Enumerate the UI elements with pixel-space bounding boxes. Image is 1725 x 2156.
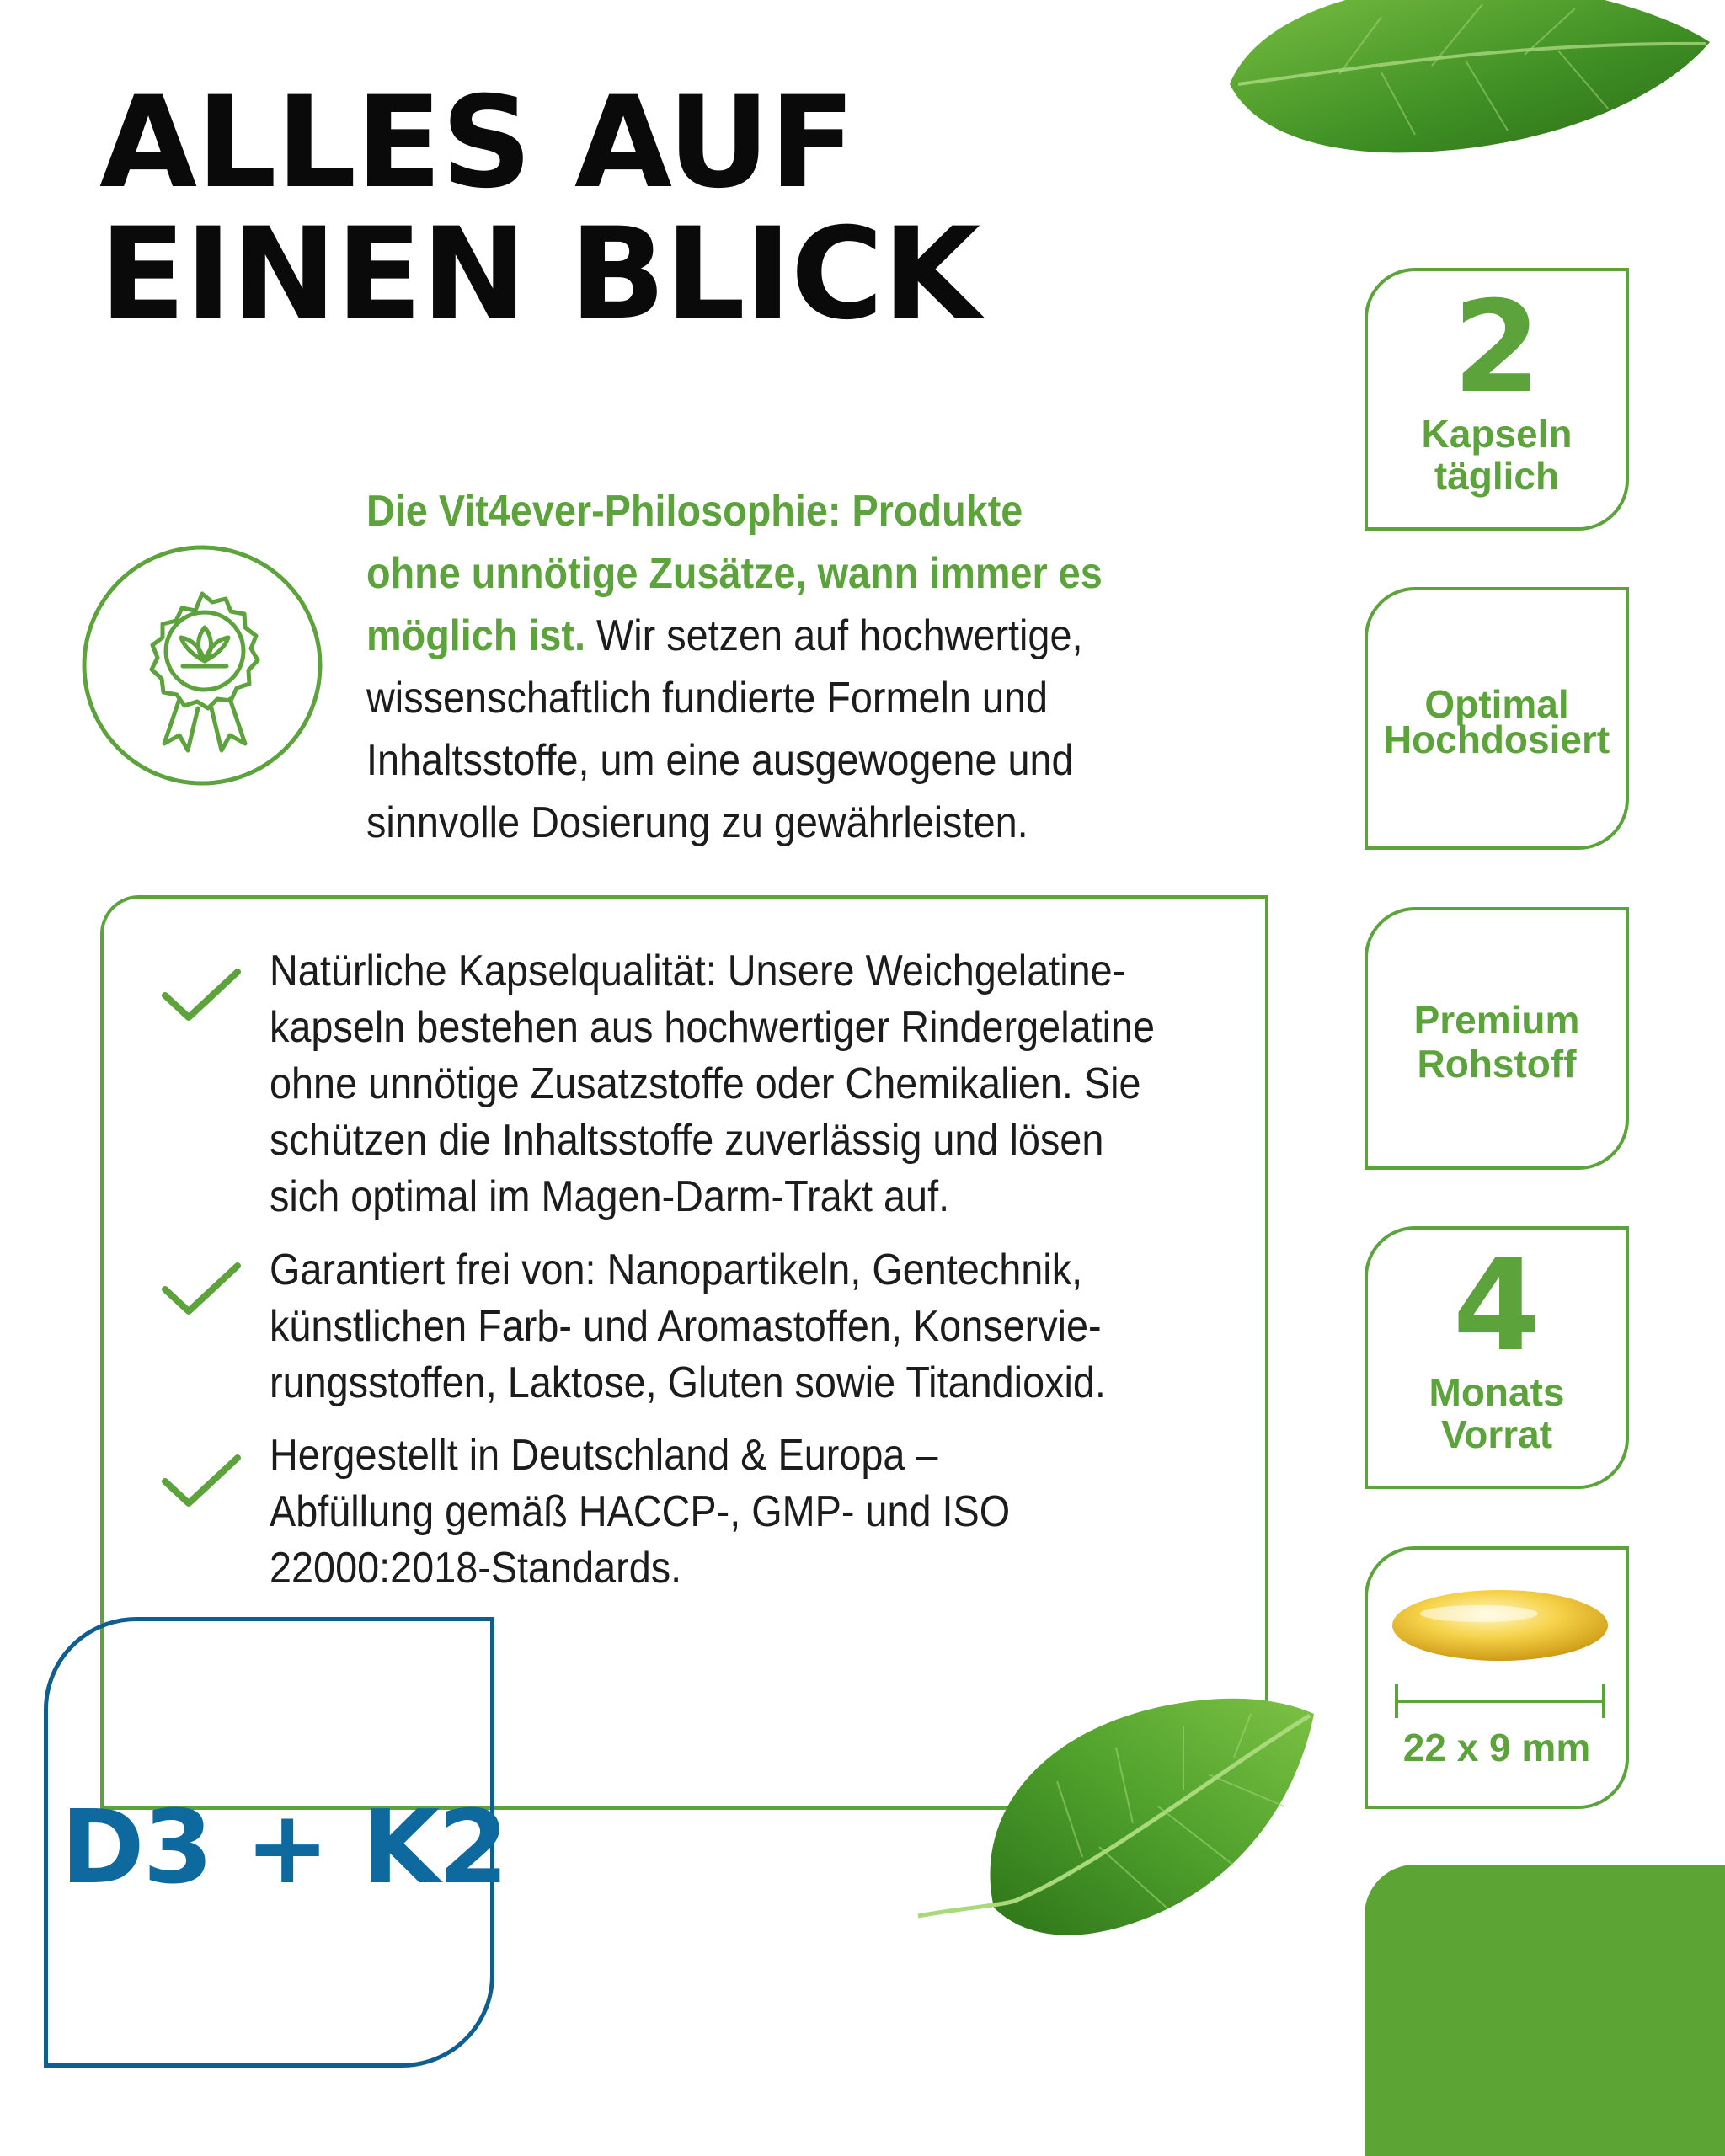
- feature-line: ohne unnötige Zusatzstoffe oder Chemikalien. Sie: [270, 1059, 1141, 1108]
- feature-line: Abfüllung gemäß HACCP-, GMP- und ISO: [270, 1487, 1011, 1536]
- feature-line: Hergestellt in Deutschland & Europa –: [270, 1431, 938, 1480]
- card-text-line-1: Monats: [1429, 1370, 1565, 1414]
- philosophy-text: Wir setzen auf hochwertige, wissenschaftlich fundierte Formeln und Inhaltsstoffe, um eine ausgewogene und sinnvolle Dosierung zu gewährleisten.: [366, 611, 1083, 847]
- feature-line: Natürliche Kapselqualität: Unsere Weichgelatine-: [270, 947, 1126, 995]
- feature-text: [270, 1428, 1179, 1597]
- feature-line: rungsstoffen, Laktose, Gluten sowie Titandioxid.: [270, 1358, 1106, 1407]
- card-capsule-size: [1365, 1546, 1629, 1809]
- card-text-line-1: Premium: [1413, 998, 1580, 1042]
- leaf-decoration-top: [1213, 0, 1718, 160]
- card-number: 2: [1452, 275, 1541, 421]
- page-headline: [99, 70, 1026, 348]
- card-text-line-2: Hochdosiert: [1383, 718, 1610, 761]
- card-text-line-2: Vorrat: [1440, 1412, 1553, 1456]
- card-number: 4: [1452, 1233, 1541, 1380]
- feature-line: sich optimal im Magen-Darm-Trakt auf.: [270, 1172, 950, 1221]
- feature-line: Garantiert frei von: Nanopartikeln, Gentechnik,: [270, 1246, 1083, 1294]
- feature-line: 22000:2018-Standards.: [270, 1544, 682, 1593]
- feature-text: [270, 943, 1179, 1225]
- headline-line-1: ALLES AUF: [99, 70, 855, 216]
- checkmark-icon: [160, 1261, 244, 1320]
- capsule-size-text: 22 x 9 mm: [1402, 1726, 1591, 1769]
- product-label: D3 + K2: [61, 1790, 507, 1907]
- philosophy-highlight: Die Vit4ever-Philosophie: Produkte ohne unnötige Zusätze, wann immer es möglich ist.: [366, 487, 1103, 660]
- card-text-line-1: Optimal: [1424, 682, 1569, 726]
- leaf-decoration-bottom: [914, 1680, 1318, 1958]
- card-text-line-2: Rohstoff: [1417, 1042, 1577, 1086]
- card-text-line-2: täglich: [1434, 454, 1560, 498]
- checkmark-icon: [160, 1453, 244, 1512]
- card-text-line-1: Kapseln: [1421, 412, 1573, 456]
- green-accent-block: [1365, 1865, 1725, 2156]
- headline-line-2: EINEN BLICK: [99, 201, 980, 348]
- checkmark-icon: [160, 967, 244, 1026]
- philosophy-paragraph: [366, 480, 1124, 854]
- card-month-supply: [1365, 1226, 1629, 1489]
- feature-line: kapseln bestehen aus hochwertiger Rindergelatine: [270, 1003, 1156, 1052]
- feature-line: schützen die Inhaltsstoffe zuverlässig und lösen: [270, 1116, 1104, 1165]
- card-high-dosage: [1365, 587, 1629, 850]
- feature-text: [270, 1242, 1179, 1412]
- card-capsules-daily: [1365, 268, 1629, 531]
- award-rosette-icon: [80, 543, 324, 787]
- card-premium-raw-material: [1365, 907, 1629, 1170]
- feature-line: künstlichen Farb- und Aromastoffen, Konservie-: [270, 1302, 1102, 1351]
